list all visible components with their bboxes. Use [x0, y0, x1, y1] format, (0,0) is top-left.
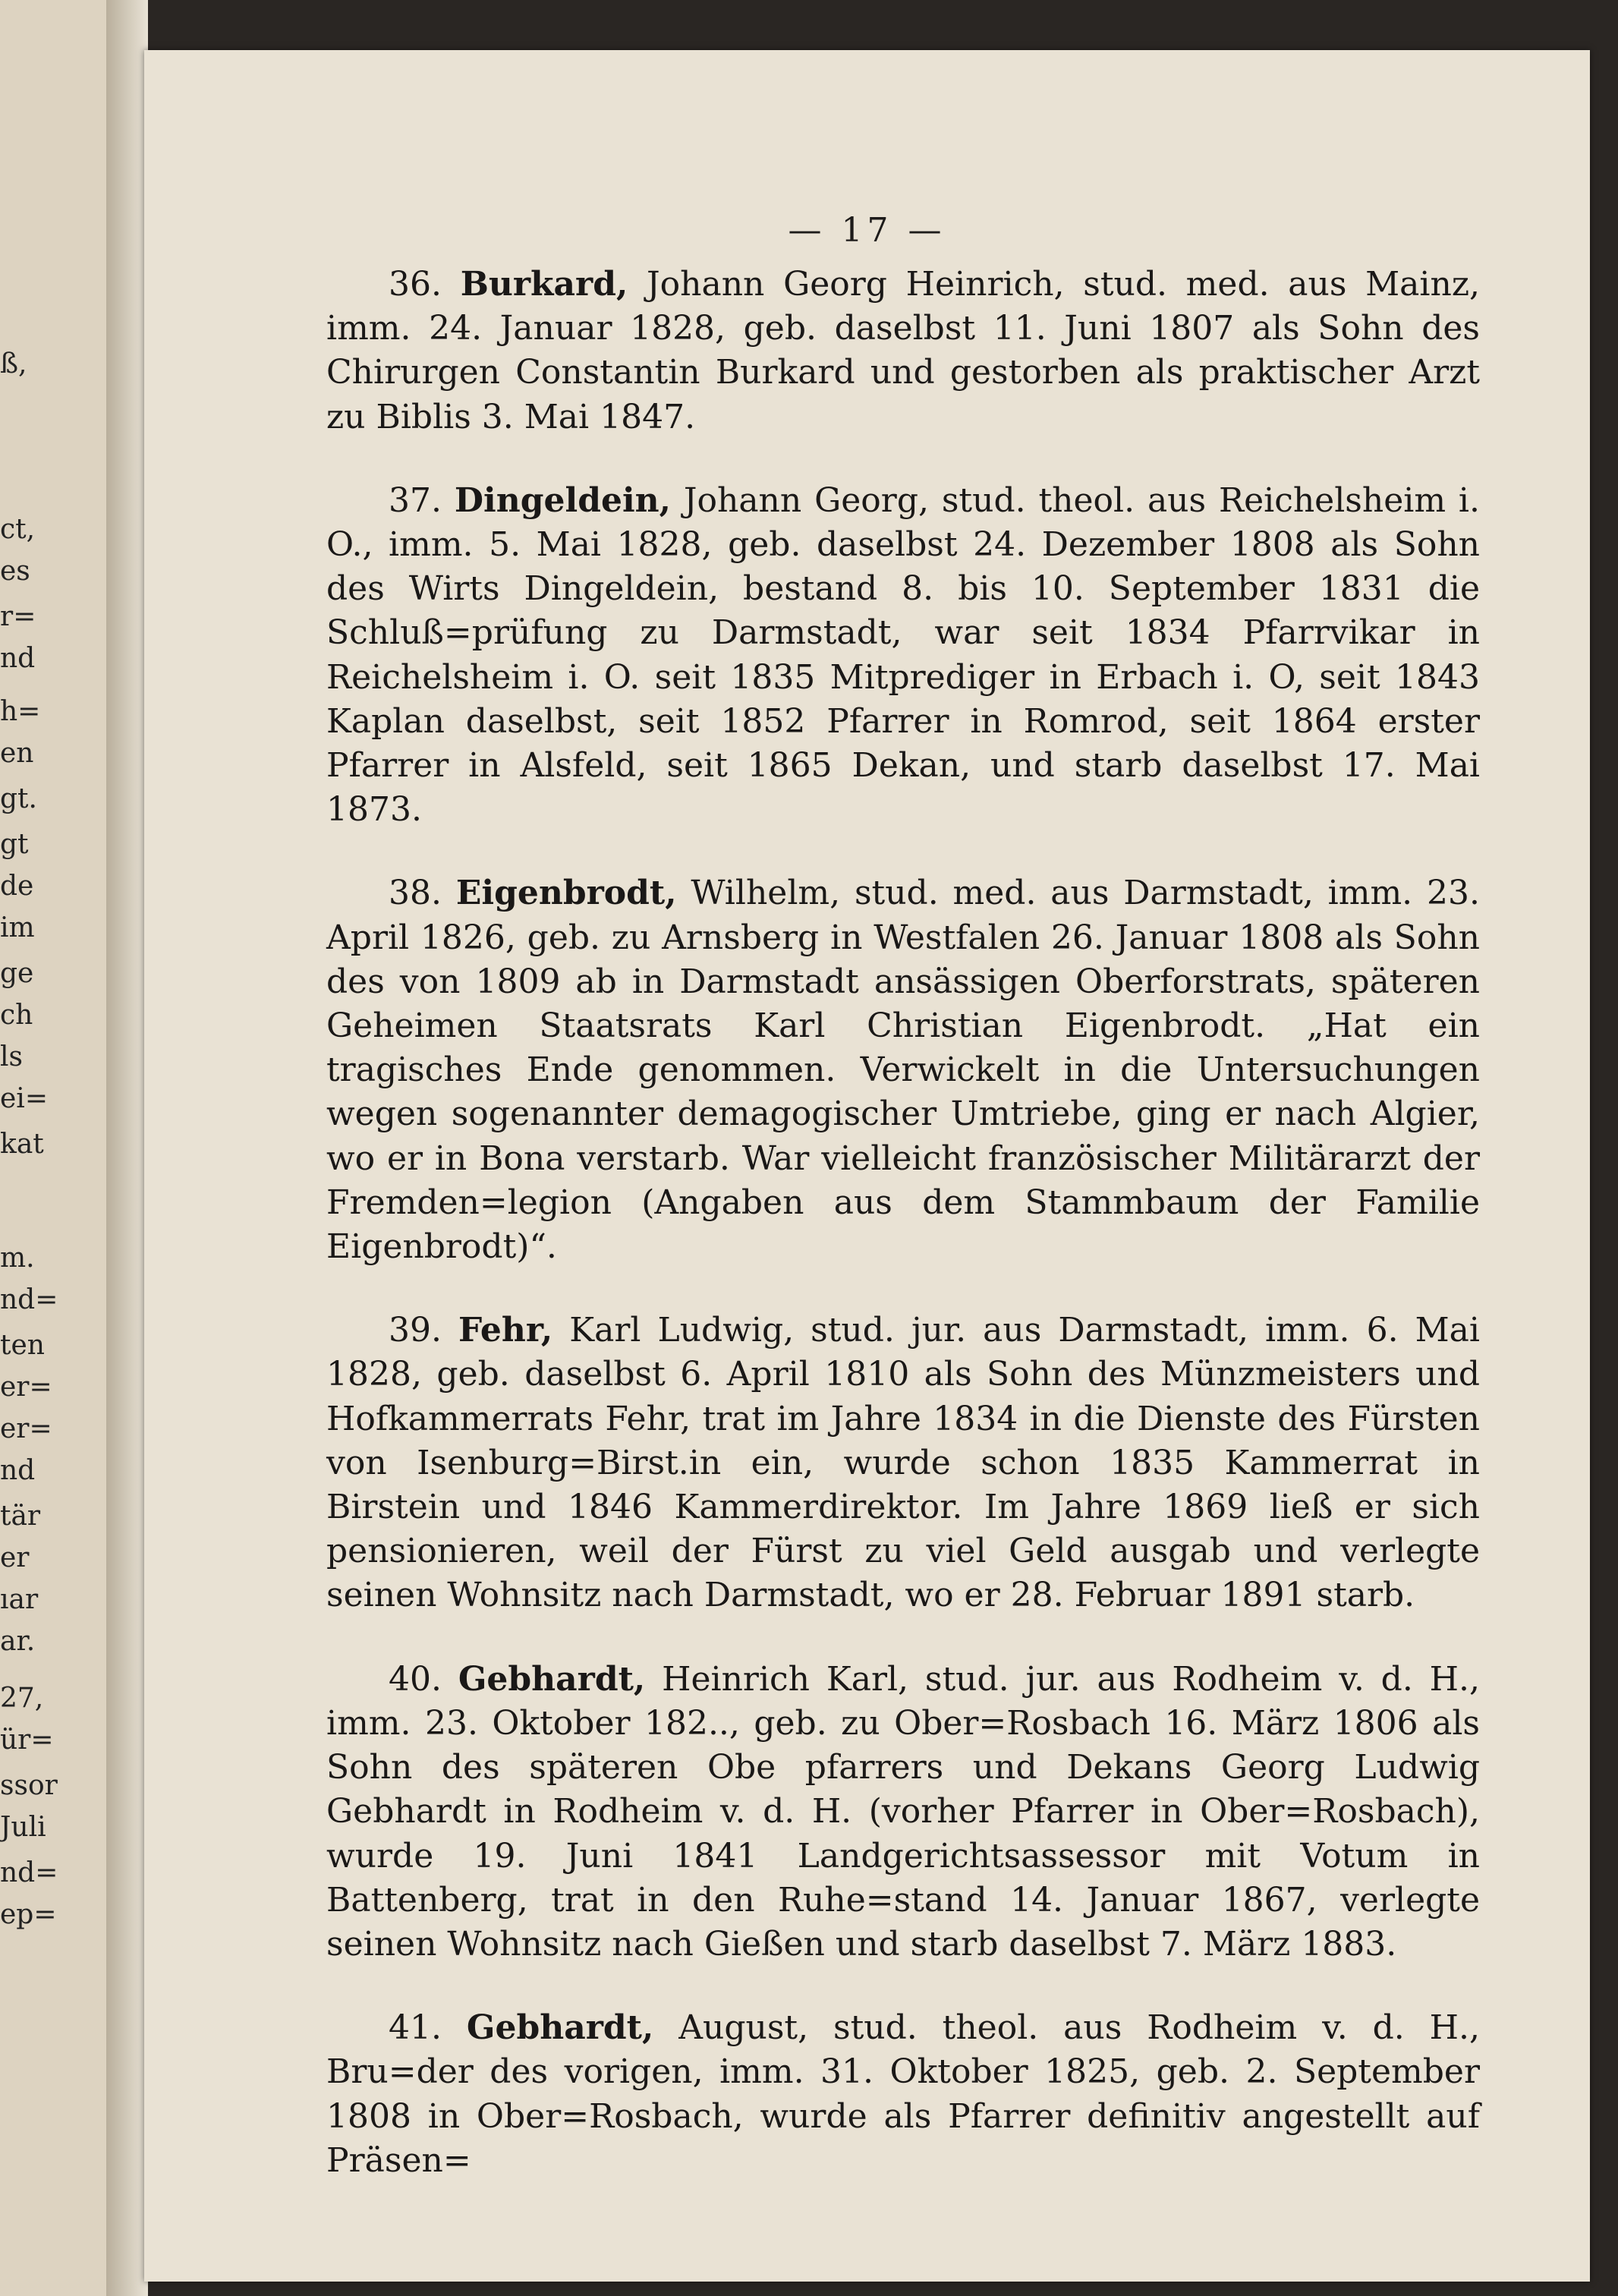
- left-page-fragment: er=: [0, 1413, 52, 1444]
- left-page-fragment: gt.: [0, 783, 37, 814]
- left-page-fragment: ei=: [0, 1083, 48, 1114]
- book-gutter: [106, 0, 148, 2296]
- entry-text: Karl Ludwig, stud. jur. aus Darmstadt, imm. 6. Mai 1828, geb. daselbst 6. April 1810 als Sohn des Münzmeisters und Hofkammerrats Fehr, trat im Jahre 1834 in die Dienste des Fürsten von Isenburg=Birst.in ein, wurde schon 1835 Kammerrat in Birstein und 1846 Kammerdirektor. Im Jahre 1869 ließ er sich pensionieren, weil der Fürst zu viel Geld ausgab und verlegte seinen Wohnsitz nach Darmstadt, wo er 28. Februar 1891 starb.: [326, 1311, 1480, 1615]
- left-page-fragment: gt: [0, 829, 29, 860]
- left-page-fragment: ten: [0, 1330, 45, 1361]
- entry-name: Gebhardt,: [466, 2008, 654, 2048]
- left-page-fragment: ssor: [0, 1770, 58, 1801]
- left-page-fragment: ct,: [0, 514, 36, 545]
- page-content: [326, 263, 1480, 2222]
- left-page-fragment: r=: [0, 601, 36, 632]
- left-page-fragment: ep=: [0, 1899, 57, 1930]
- left-page-fragment: Juli: [0, 1812, 46, 1843]
- entry-text: Johann Georg, stud. theol. aus Reichelsheim i. O., imm. 5. Mai 1828, geb. daselbst 24. Dezember 1808 als Sohn des Wirts Dingeldein, bestand 8. bis 10. September 1831 die Schluß=prüfung zu Darmstadt, war seit 1834 Pfarrvikar in Reichelsheim i. O. seit 1835 Mitprediger in Erbach i. O, seit 1843 Kaplan daselbst, seit 1852 Pfarrer in Romrod, seit 1864 erster Pfarrer in Alsfeld, seit 1865 Dekan, und starb daselbst 17. Mai 1873.: [326, 480, 1480, 830]
- left-page-fragment: 27,: [0, 1683, 44, 1714]
- entry-41: [326, 2006, 1480, 2183]
- entry-name: Dingeldein,: [454, 480, 671, 520]
- entry-number: 41.: [389, 2008, 442, 2048]
- page-number: — 17 —: [788, 211, 946, 250]
- left-page: [0, 0, 106, 2296]
- left-page-fragment: kat: [0, 1129, 44, 1160]
- entry-name: Fehr,: [458, 1311, 553, 1350]
- left-page-fragment: nd: [0, 1455, 36, 1486]
- entry-number: 38.: [389, 874, 442, 913]
- entry-number: 40.: [389, 1659, 442, 1699]
- left-page-fragment: de: [0, 871, 34, 902]
- entry-text: August, stud. theol. aus Rodheim v. d. H., Bru=der des vorigen, imm. 31. Oktober 1825, geb. 2. September 1808 in Ober=Rosbach, wurde als Pfarrer definitiv angestellt auf Präsen=: [326, 2008, 1480, 2180]
- left-page-fragment: ar.: [0, 1626, 36, 1657]
- left-page-fragment: nd=: [0, 1284, 58, 1315]
- left-page-fragment: es: [0, 556, 30, 587]
- entry-number: 37.: [389, 480, 442, 520]
- entry-39: [326, 1309, 1480, 1617]
- left-page-fragment: m.: [0, 1242, 35, 1274]
- left-page-fragment: nd: [0, 643, 36, 674]
- entry-name: Burkard,: [460, 265, 628, 304]
- left-page-fragment: ür=: [0, 1724, 54, 1756]
- entry-name: Eigenbrodt,: [455, 874, 677, 913]
- left-page-fragment: ch: [0, 1000, 33, 1031]
- entry-text: Wilhelm, stud. med. aus Darmstadt, imm. 23. April 1826, geb. zu Arnsberg in Westfalen 26. Januar 1808 als Sohn des von 1809 ab in Darmstadt ansässigen Oberforstrats, späteren Geheimen Staatsrats Karl Christian Eigenbrodt. „Hat ein tragisches Ende genommen. Verwickelt in die Untersuchungen wegen sogenannter demagogischer Umtriebe, ging er nach Algier, wo er in Bona verstarb. War vielleicht französischer Militärarzt der Fremden=legion (Angaben aus dem Stammbaum der Familie Eigenbrodt)“.: [326, 874, 1480, 1267]
- book-page: [144, 50, 1590, 2282]
- left-page-fragment: ıar: [0, 1584, 39, 1615]
- entry-text: Johann Georg Heinrich, stud. med. aus Mainz, imm. 24. Januar 1828, geb. daselbst 11. Juni 1807 als Sohn des Chirurgen Constantin Burkard und gestorben als praktischer Arzt zu Biblis 3. Mai 1847.: [326, 265, 1480, 436]
- left-page-fragment: tär: [0, 1501, 41, 1532]
- left-page-fragment: en: [0, 738, 34, 769]
- entry-40: [326, 1658, 1480, 1967]
- entry-number: 36.: [389, 265, 442, 304]
- left-page-fragment: nd=: [0, 1857, 58, 1888]
- left-page-fragment: ß,: [0, 348, 27, 380]
- entry-37: [326, 479, 1480, 833]
- left-page-fragment: ls: [0, 1041, 23, 1072]
- entry-name: Gebhardt,: [458, 1659, 646, 1699]
- left-page-fragment: h=: [0, 696, 41, 727]
- entry-36: [326, 263, 1480, 439]
- left-page-fragment: ge: [0, 958, 34, 989]
- left-page-fragment: er=: [0, 1372, 52, 1403]
- entry-38: [326, 871, 1480, 1269]
- left-page-fragment: im: [0, 912, 35, 943]
- entry-text: Heinrich Karl, stud. jur. aus Rodheim v. d. H., imm. 23. Oktober 182.., geb. zu Ober=Rosbach 16. März 1806 als Sohn des späteren Obe pfarrers und Dekans Georg Ludwig Gebhardt in Rodheim v. d. H. (vorher Pfarrer in Ober=Rosbach), wurde 19. Juni 1841 Landgerichtsassessor mit Votum in Battenberg, trat in den Ruhe=stand 14. Januar 1867, verlegte seinen Wohnsitz nach Gießen und starb daselbst 7. März 1883.: [326, 1659, 1480, 1964]
- left-page-fragment: er: [0, 1542, 30, 1573]
- entry-number: 39.: [389, 1311, 442, 1350]
